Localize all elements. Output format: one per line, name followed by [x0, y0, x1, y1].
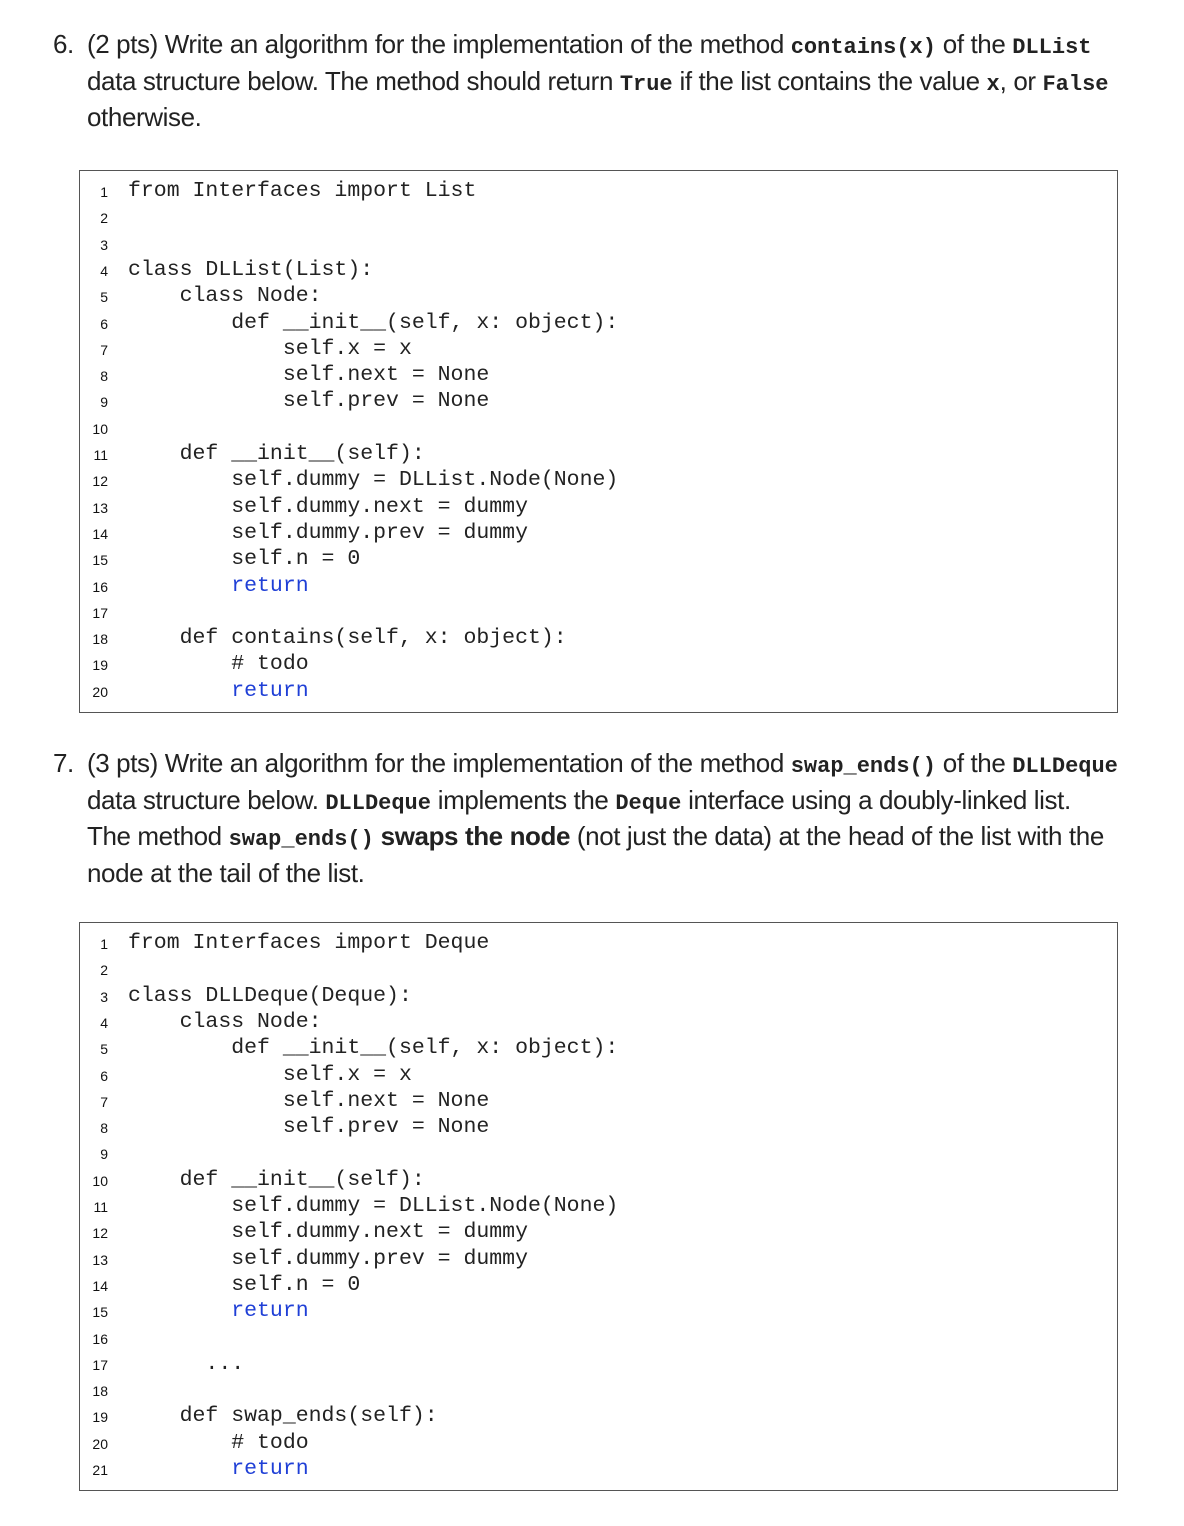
code-line: [80, 204, 1117, 230]
line-number: 6: [100, 315, 108, 332]
code-line: [80, 441, 1117, 467]
line-number: 18: [92, 631, 108, 648]
line-number: 9: [100, 1146, 108, 1163]
code-line: [80, 546, 1117, 572]
code-line: [80, 1377, 1117, 1403]
line-number: 6: [100, 1067, 108, 1084]
code-text: def contains(self, x: object):: [128, 626, 567, 651]
code-text: def swap_ends(self):: [128, 1404, 438, 1429]
question-6-line-2: data structure below. The method should return True if the list contains the value x, or False: [87, 65, 1109, 97]
code-text: self.n = 0: [128, 1272, 361, 1297]
code-line: [80, 1219, 1117, 1245]
line-number: 7: [100, 1093, 108, 1110]
code-line: [80, 651, 1117, 677]
code-line: [80, 467, 1117, 493]
code-text: self.n = 0: [128, 547, 361, 572]
line-number: 11: [93, 1199, 108, 1215]
code-line: [80, 178, 1117, 204]
code-text: def __init__(self):: [128, 442, 425, 466]
line-number: 14: [92, 525, 108, 542]
line-number: 17: [92, 604, 108, 621]
line-number: 20: [92, 1435, 108, 1452]
line-number: 16: [92, 1330, 108, 1347]
code-line: [80, 983, 1117, 1009]
line-number: 17: [92, 1356, 108, 1373]
line-number: 4: [100, 1014, 108, 1031]
code-listing-dlldeque: [79, 922, 1118, 1491]
question-7-line-3: The method swap_ends() swaps the node (not just the data) at the head of the list with the: [87, 821, 1104, 852]
line-number: 7: [100, 341, 108, 358]
line-number: 4: [100, 262, 108, 279]
line-number: 18: [92, 1383, 108, 1400]
line-number: 16: [92, 578, 108, 595]
code-line: [80, 1035, 1117, 1061]
code-line: [80, 1193, 1117, 1219]
code-line: [80, 388, 1117, 414]
line-number: 3: [100, 988, 108, 1005]
code-line: [80, 1272, 1117, 1298]
code-line: [80, 956, 1117, 982]
code-text: self.x = x: [128, 1062, 412, 1087]
code-text: self.x = x: [128, 336, 412, 361]
line-number: 3: [100, 236, 108, 253]
code-text: class DLLDeque(Deque):: [128, 983, 412, 1008]
code-text: def __init__(self, x: object):: [128, 1036, 619, 1061]
code-line: [80, 415, 1117, 441]
code-line: [80, 231, 1117, 257]
question-7-line-2: data structure below. DLLDeque implements the Deque interface using a doubly-linked list.: [87, 784, 1071, 816]
code-text: self.prev = None: [128, 389, 490, 414]
code-line: [80, 1167, 1117, 1193]
code-line: [80, 573, 1117, 599]
code-text: self.prev = None: [128, 1115, 490, 1140]
question-7-line-4: node at the tail of the list.: [87, 857, 365, 888]
code-text: return: [128, 1457, 309, 1481]
code-text: from Interfaces import List: [128, 179, 477, 203]
code-line: [80, 625, 1117, 651]
code-text: return: [128, 573, 309, 598]
line-number: 12: [92, 1225, 108, 1242]
code-line: [80, 336, 1117, 362]
code-text: self.next = None: [128, 1088, 490, 1113]
line-number: 19: [92, 1409, 108, 1426]
code-text: class DLList(List):: [128, 257, 374, 282]
question-6-number: 6.: [53, 29, 74, 59]
code-text: class Node:: [128, 284, 322, 309]
code-text: self.dummy.next = dummy: [128, 494, 528, 519]
code-line: [80, 1325, 1117, 1351]
code-text: self.next = None: [128, 363, 490, 388]
line-number: 13: [92, 1251, 108, 1268]
code-line: [80, 1430, 1117, 1456]
code-text: return: [128, 1299, 309, 1324]
code-text: self.dummy.prev = dummy: [128, 520, 528, 545]
line-number: 2: [100, 962, 108, 979]
code-line: [80, 678, 1117, 704]
question-7-line-1: (3 pts) Write an algorithm for the implementation of the method swap_ends() of the DLLDeque: [87, 748, 1118, 779]
line-number: 5: [100, 289, 108, 306]
line-number: 1: [100, 936, 108, 952]
code-line: [80, 1298, 1117, 1324]
code-line: [80, 1456, 1117, 1482]
code-line: [80, 257, 1117, 283]
code-line: [80, 1062, 1117, 1088]
code-line: [80, 1114, 1117, 1140]
code-line: [80, 494, 1117, 520]
code-line: [80, 310, 1117, 336]
question-6-line-1: (2 pts) Write an algorithm for the implementation of the method contains(x) of the DLList: [87, 29, 1092, 60]
code-line: [80, 1088, 1117, 1114]
line-number: 9: [100, 394, 108, 411]
code-text: def __init__(self, x: object):: [128, 310, 619, 335]
code-line: [80, 1351, 1117, 1377]
line-number: 11: [93, 447, 108, 463]
line-number: 19: [92, 657, 108, 674]
question-7: [53, 747, 1133, 889]
line-number: 10: [92, 1172, 108, 1189]
line-number: 1: [100, 184, 108, 200]
line-number: 5: [100, 1041, 108, 1058]
code-text: return: [128, 678, 309, 703]
question-7-text: [87, 747, 1133, 889]
line-number: 12: [92, 473, 108, 490]
code-text: self.dummy.next = dummy: [128, 1220, 528, 1245]
question-6-line-3: otherwise.: [87, 102, 202, 132]
line-number: 15: [92, 1304, 108, 1321]
line-number: 21: [92, 1462, 108, 1478]
code-listing-dllist: [79, 170, 1118, 713]
code-text: ...: [128, 1351, 245, 1376]
code-line: [80, 1140, 1117, 1166]
line-number: 13: [92, 499, 108, 516]
line-number: 14: [92, 1277, 108, 1294]
code-line: [80, 1009, 1117, 1035]
code-line: [80, 930, 1117, 956]
code-text: # todo: [128, 652, 309, 677]
line-number: 2: [100, 210, 108, 227]
code-line: [80, 1403, 1117, 1429]
line-number: 8: [100, 1120, 108, 1137]
code-text: self.dummy = DLList.Node(None): [128, 1194, 619, 1218]
code-text: class Node:: [128, 1009, 322, 1034]
code-line: [80, 362, 1117, 388]
question-6-text: [87, 28, 1133, 134]
code-line: [80, 1246, 1117, 1272]
code-text: self.dummy.prev = dummy: [128, 1246, 528, 1271]
code-line: [80, 283, 1117, 309]
code-line: [80, 599, 1117, 625]
line-number: 15: [92, 552, 108, 569]
code-text: def __init__(self):: [128, 1167, 425, 1192]
question-7-number: 7.: [53, 748, 74, 778]
question-6: [53, 28, 1133, 134]
code-text: from Interfaces import Deque: [128, 931, 490, 955]
code-text: # todo: [128, 1430, 309, 1455]
line-number: 8: [100, 368, 108, 385]
line-number: 20: [92, 683, 108, 700]
code-line: [80, 520, 1117, 546]
line-number: 10: [92, 420, 108, 437]
code-text: self.dummy = DLList.Node(None): [128, 468, 619, 493]
